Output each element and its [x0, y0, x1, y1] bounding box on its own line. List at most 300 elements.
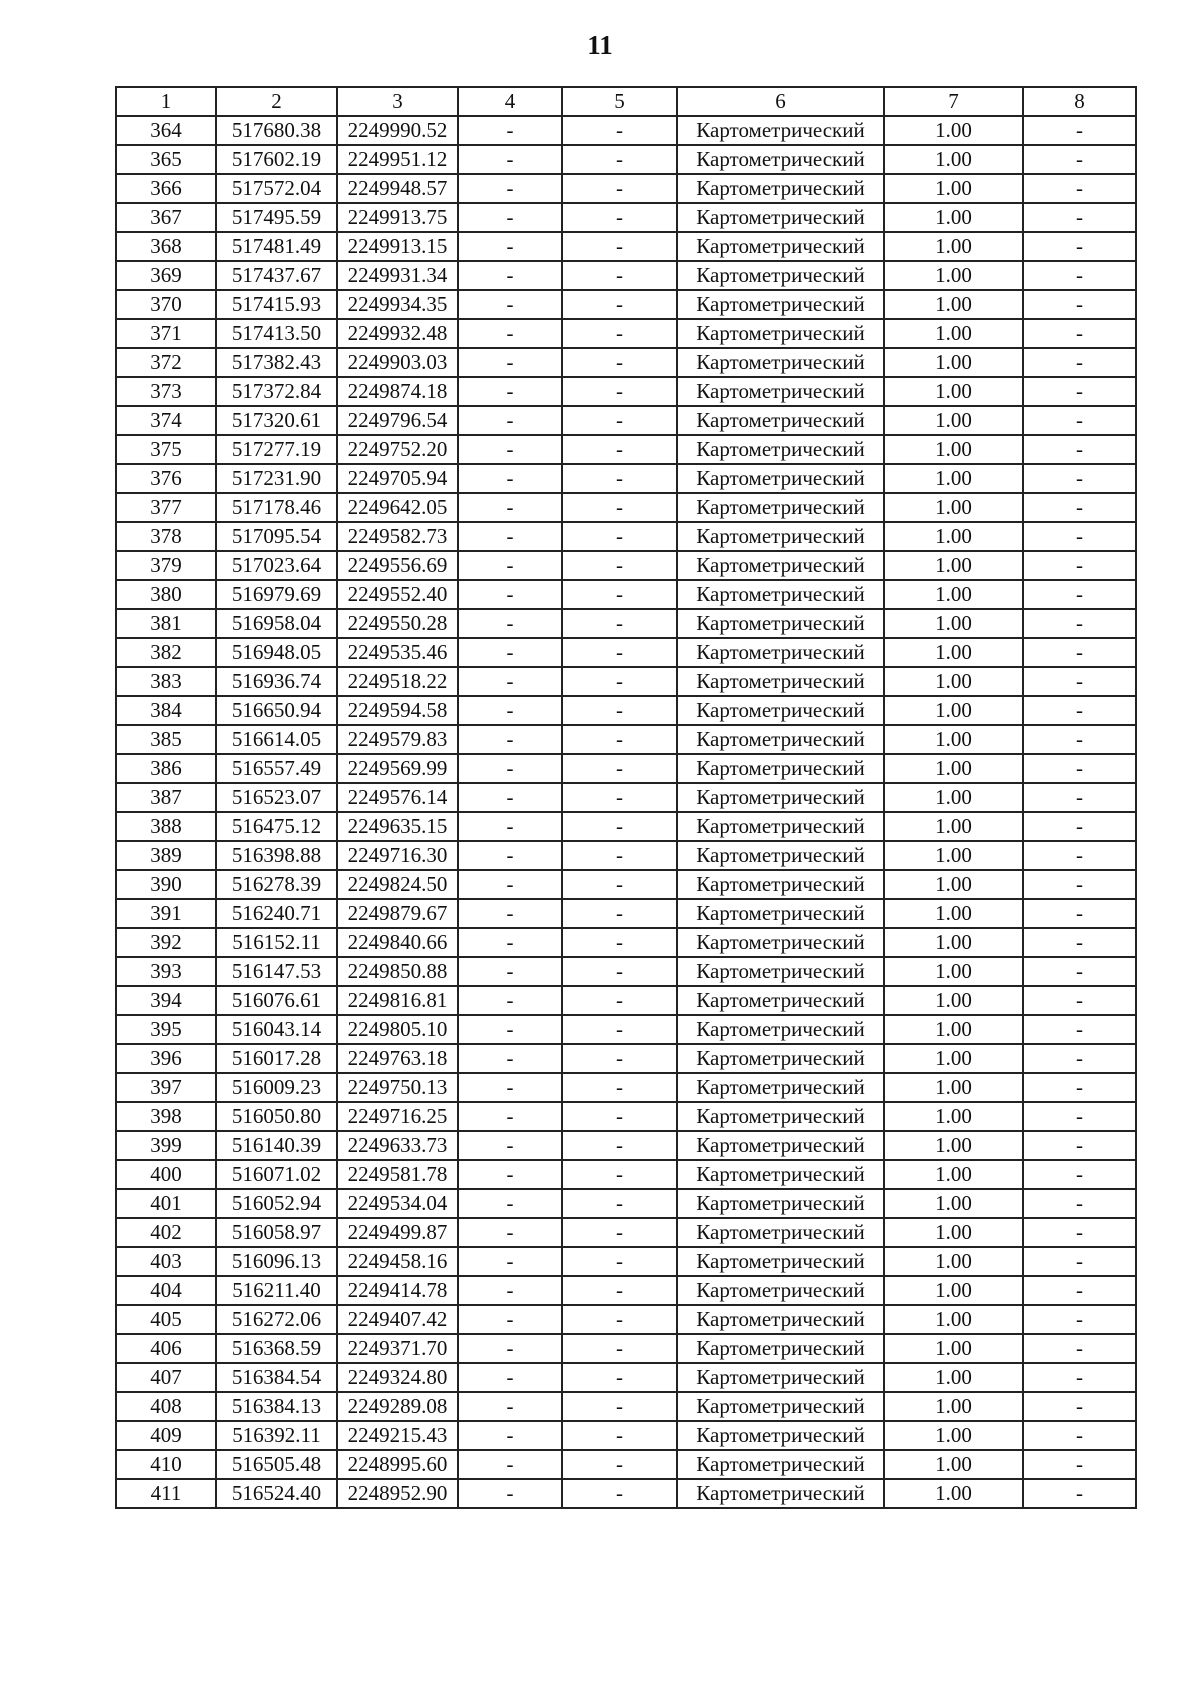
- col-4-value-cell: -: [458, 232, 562, 261]
- col-5-value-cell: -: [562, 1102, 677, 1131]
- method-cell: Картометрический: [677, 232, 884, 261]
- point-number-cell: 371: [116, 319, 216, 348]
- col-5-value-cell: -: [562, 145, 677, 174]
- point-number-cell: 375: [116, 435, 216, 464]
- method-cell: Картометрический: [677, 1450, 884, 1479]
- table-row: [116, 1479, 1136, 1508]
- point-number-cell: 405: [116, 1305, 216, 1334]
- accuracy-cell: 1.00: [884, 1479, 1023, 1508]
- point-number-cell: 387: [116, 783, 216, 812]
- col-5-value-cell: -: [562, 609, 677, 638]
- x-coordinate-cell: 517572.04: [216, 174, 337, 203]
- table-row: [116, 783, 1136, 812]
- accuracy-cell: 1.00: [884, 1015, 1023, 1044]
- col-5-value-cell: -: [562, 1392, 677, 1421]
- y-coordinate-cell: 2249414.78: [337, 1276, 458, 1305]
- col-8-value-cell: -: [1023, 464, 1136, 493]
- accuracy-cell: 1.00: [884, 551, 1023, 580]
- table-row: [116, 696, 1136, 725]
- method-cell: Картометрический: [677, 435, 884, 464]
- col-5-value-cell: -: [562, 1247, 677, 1276]
- y-coordinate-cell: 2249594.58: [337, 696, 458, 725]
- col-5-value-cell: -: [562, 1073, 677, 1102]
- x-coordinate-cell: 516009.23: [216, 1073, 337, 1102]
- method-cell: Картометрический: [677, 377, 884, 406]
- y-coordinate-cell: 2249534.04: [337, 1189, 458, 1218]
- accuracy-cell: 1.00: [884, 348, 1023, 377]
- table-row: [116, 1305, 1136, 1334]
- col-5-value-cell: -: [562, 1160, 677, 1189]
- col-8-value-cell: -: [1023, 580, 1136, 609]
- y-coordinate-cell: 2249642.05: [337, 493, 458, 522]
- method-cell: Картометрический: [677, 290, 884, 319]
- col-4-value-cell: -: [458, 783, 562, 812]
- accuracy-cell: 1.00: [884, 1044, 1023, 1073]
- accuracy-cell: 1.00: [884, 1305, 1023, 1334]
- point-number-cell: 381: [116, 609, 216, 638]
- col-8-value-cell: -: [1023, 870, 1136, 899]
- x-coordinate-cell: 517372.84: [216, 377, 337, 406]
- x-coordinate-cell: 516096.13: [216, 1247, 337, 1276]
- y-coordinate-cell: 2249705.94: [337, 464, 458, 493]
- col-5-value-cell: -: [562, 522, 677, 551]
- col-5-value-cell: -: [562, 812, 677, 841]
- accuracy-cell: 1.00: [884, 522, 1023, 551]
- col-8-value-cell: -: [1023, 957, 1136, 986]
- point-number-cell: 376: [116, 464, 216, 493]
- x-coordinate-cell: 517382.43: [216, 348, 337, 377]
- accuracy-cell: 1.00: [884, 754, 1023, 783]
- col-5-value-cell: -: [562, 348, 677, 377]
- table-row: [116, 377, 1136, 406]
- col-5-value-cell: -: [562, 1015, 677, 1044]
- col-8-value-cell: -: [1023, 551, 1136, 580]
- y-coordinate-cell: 2249582.73: [337, 522, 458, 551]
- table-row: [116, 841, 1136, 870]
- col-8-value-cell: -: [1023, 609, 1136, 638]
- accuracy-cell: 1.00: [884, 1131, 1023, 1160]
- col-8-value-cell: -: [1023, 116, 1136, 145]
- method-cell: Картометрический: [677, 406, 884, 435]
- col-4-value-cell: -: [458, 290, 562, 319]
- x-coordinate-cell: 516043.14: [216, 1015, 337, 1044]
- point-number-cell: 368: [116, 232, 216, 261]
- col-5-value-cell: -: [562, 841, 677, 870]
- accuracy-cell: 1.00: [884, 116, 1023, 145]
- y-coordinate-cell: 2249763.18: [337, 1044, 458, 1073]
- accuracy-cell: 1.00: [884, 1276, 1023, 1305]
- col-4-value-cell: -: [458, 1131, 562, 1160]
- col-4-value-cell: -: [458, 1073, 562, 1102]
- table-row: [116, 957, 1136, 986]
- accuracy-cell: 1.00: [884, 1160, 1023, 1189]
- y-coordinate-cell: 2249932.48: [337, 319, 458, 348]
- col-4-value-cell: -: [458, 1305, 562, 1334]
- method-cell: Картометрический: [677, 725, 884, 754]
- y-coordinate-cell: 2249576.14: [337, 783, 458, 812]
- x-coordinate-cell: 516523.07: [216, 783, 337, 812]
- y-coordinate-cell: 2249951.12: [337, 145, 458, 174]
- col-5-value-cell: -: [562, 1044, 677, 1073]
- col-8-value-cell: -: [1023, 1015, 1136, 1044]
- accuracy-cell: 1.00: [884, 667, 1023, 696]
- y-coordinate-cell: 2249716.30: [337, 841, 458, 870]
- accuracy-cell: 1.00: [884, 203, 1023, 232]
- accuracy-cell: 1.00: [884, 986, 1023, 1015]
- x-coordinate-cell: 516050.80: [216, 1102, 337, 1131]
- method-cell: Картометрический: [677, 1189, 884, 1218]
- accuracy-cell: 1.00: [884, 145, 1023, 174]
- column-header-5: 5: [562, 87, 677, 116]
- y-coordinate-cell: 2249407.42: [337, 1305, 458, 1334]
- x-coordinate-cell: 516475.12: [216, 812, 337, 841]
- x-coordinate-cell: 516979.69: [216, 580, 337, 609]
- x-coordinate-cell: 516398.88: [216, 841, 337, 870]
- method-cell: Картометрический: [677, 754, 884, 783]
- point-number-cell: 397: [116, 1073, 216, 1102]
- column-header-1: 1: [116, 87, 216, 116]
- col-4-value-cell: -: [458, 551, 562, 580]
- col-4-value-cell: -: [458, 696, 562, 725]
- accuracy-cell: 1.00: [884, 870, 1023, 899]
- table-row: [116, 667, 1136, 696]
- col-5-value-cell: -: [562, 957, 677, 986]
- table-row: [116, 580, 1136, 609]
- col-4-value-cell: -: [458, 1479, 562, 1508]
- x-coordinate-cell: 517481.49: [216, 232, 337, 261]
- col-8-value-cell: -: [1023, 1102, 1136, 1131]
- x-coordinate-cell: 516384.13: [216, 1392, 337, 1421]
- accuracy-cell: 1.00: [884, 406, 1023, 435]
- table-row: [116, 1189, 1136, 1218]
- col-5-value-cell: -: [562, 290, 677, 319]
- y-coordinate-cell: 2249874.18: [337, 377, 458, 406]
- x-coordinate-cell: 516958.04: [216, 609, 337, 638]
- col-8-value-cell: -: [1023, 1276, 1136, 1305]
- x-coordinate-cell: 516017.28: [216, 1044, 337, 1073]
- point-number-cell: 367: [116, 203, 216, 232]
- col-8-value-cell: -: [1023, 377, 1136, 406]
- accuracy-cell: 1.00: [884, 580, 1023, 609]
- col-8-value-cell: -: [1023, 1160, 1136, 1189]
- col-5-value-cell: -: [562, 116, 677, 145]
- point-number-cell: 379: [116, 551, 216, 580]
- col-8-value-cell: -: [1023, 1305, 1136, 1334]
- table-row: [116, 319, 1136, 348]
- col-5-value-cell: -: [562, 696, 677, 725]
- point-number-cell: 396: [116, 1044, 216, 1073]
- table-row: [116, 1334, 1136, 1363]
- col-4-value-cell: -: [458, 725, 562, 754]
- col-8-value-cell: -: [1023, 1334, 1136, 1363]
- table-row: [116, 145, 1136, 174]
- y-coordinate-cell: 2249913.75: [337, 203, 458, 232]
- table-header-row: [116, 87, 1136, 116]
- col-4-value-cell: -: [458, 986, 562, 1015]
- accuracy-cell: 1.00: [884, 957, 1023, 986]
- col-4-value-cell: -: [458, 609, 562, 638]
- col-5-value-cell: -: [562, 899, 677, 928]
- point-number-cell: 395: [116, 1015, 216, 1044]
- accuracy-cell: 1.00: [884, 638, 1023, 667]
- x-coordinate-cell: 517413.50: [216, 319, 337, 348]
- point-number-cell: 377: [116, 493, 216, 522]
- y-coordinate-cell: 2249635.15: [337, 812, 458, 841]
- col-4-value-cell: -: [458, 870, 562, 899]
- col-8-value-cell: -: [1023, 986, 1136, 1015]
- table-row: [116, 348, 1136, 377]
- col-4-value-cell: -: [458, 1392, 562, 1421]
- col-4-value-cell: -: [458, 580, 562, 609]
- table-row: [116, 551, 1136, 580]
- col-5-value-cell: -: [562, 464, 677, 493]
- col-8-value-cell: -: [1023, 928, 1136, 957]
- accuracy-cell: 1.00: [884, 1247, 1023, 1276]
- y-coordinate-cell: 2249289.08: [337, 1392, 458, 1421]
- y-coordinate-cell: 2249215.43: [337, 1421, 458, 1450]
- accuracy-cell: 1.00: [884, 725, 1023, 754]
- y-coordinate-cell: 2249840.66: [337, 928, 458, 957]
- point-number-cell: 388: [116, 812, 216, 841]
- y-coordinate-cell: 2249934.35: [337, 290, 458, 319]
- col-4-value-cell: -: [458, 754, 562, 783]
- col-4-value-cell: -: [458, 522, 562, 551]
- accuracy-cell: 1.00: [884, 1421, 1023, 1450]
- col-5-value-cell: -: [562, 319, 677, 348]
- x-coordinate-cell: 517277.19: [216, 435, 337, 464]
- accuracy-cell: 1.00: [884, 319, 1023, 348]
- x-coordinate-cell: 516936.74: [216, 667, 337, 696]
- col-8-value-cell: -: [1023, 841, 1136, 870]
- col-4-value-cell: -: [458, 203, 562, 232]
- table-row: [116, 1450, 1136, 1479]
- col-8-value-cell: -: [1023, 812, 1136, 841]
- col-4-value-cell: -: [458, 116, 562, 145]
- table-body: [116, 116, 1136, 1508]
- x-coordinate-cell: 517415.93: [216, 290, 337, 319]
- table-row: [116, 464, 1136, 493]
- table-row: [116, 174, 1136, 203]
- y-coordinate-cell: 2249579.83: [337, 725, 458, 754]
- x-coordinate-cell: 516384.54: [216, 1363, 337, 1392]
- col-5-value-cell: -: [562, 1479, 677, 1508]
- point-number-cell: 373: [116, 377, 216, 406]
- y-coordinate-cell: 2249550.28: [337, 609, 458, 638]
- point-number-cell: 399: [116, 1131, 216, 1160]
- col-5-value-cell: -: [562, 406, 677, 435]
- method-cell: Картометрический: [677, 812, 884, 841]
- y-coordinate-cell: 2249805.10: [337, 1015, 458, 1044]
- y-coordinate-cell: 2249948.57: [337, 174, 458, 203]
- x-coordinate-cell: 517320.61: [216, 406, 337, 435]
- col-5-value-cell: -: [562, 928, 677, 957]
- col-8-value-cell: -: [1023, 1218, 1136, 1247]
- col-8-value-cell: -: [1023, 1189, 1136, 1218]
- point-number-cell: 408: [116, 1392, 216, 1421]
- accuracy-cell: 1.00: [884, 1189, 1023, 1218]
- y-coordinate-cell: 2249816.81: [337, 986, 458, 1015]
- col-8-value-cell: -: [1023, 145, 1136, 174]
- method-cell: Картометрический: [677, 783, 884, 812]
- col-4-value-cell: -: [458, 1015, 562, 1044]
- y-coordinate-cell: 2249931.34: [337, 261, 458, 290]
- accuracy-cell: 1.00: [884, 609, 1023, 638]
- col-4-value-cell: -: [458, 899, 562, 928]
- point-number-cell: 402: [116, 1218, 216, 1247]
- col-8-value-cell: -: [1023, 1479, 1136, 1508]
- method-cell: Картометрический: [677, 638, 884, 667]
- method-cell: Картометрический: [677, 551, 884, 580]
- table-row: [116, 1073, 1136, 1102]
- y-coordinate-cell: 2249850.88: [337, 957, 458, 986]
- col-4-value-cell: -: [458, 812, 562, 841]
- point-number-cell: 364: [116, 116, 216, 145]
- table-row: [116, 1247, 1136, 1276]
- col-8-value-cell: -: [1023, 1392, 1136, 1421]
- point-number-cell: 389: [116, 841, 216, 870]
- col-8-value-cell: -: [1023, 174, 1136, 203]
- method-cell: Картометрический: [677, 1160, 884, 1189]
- accuracy-cell: 1.00: [884, 783, 1023, 812]
- point-number-cell: 393: [116, 957, 216, 986]
- table-row: [116, 203, 1136, 232]
- col-8-value-cell: -: [1023, 754, 1136, 783]
- x-coordinate-cell: 517095.54: [216, 522, 337, 551]
- col-4-value-cell: -: [458, 145, 562, 174]
- point-number-cell: 386: [116, 754, 216, 783]
- col-5-value-cell: -: [562, 580, 677, 609]
- col-8-value-cell: -: [1023, 1421, 1136, 1450]
- point-number-cell: 366: [116, 174, 216, 203]
- y-coordinate-cell: 2249518.22: [337, 667, 458, 696]
- table-row: [116, 899, 1136, 928]
- y-coordinate-cell: 2249569.99: [337, 754, 458, 783]
- col-4-value-cell: -: [458, 841, 562, 870]
- method-cell: Картометрический: [677, 986, 884, 1015]
- accuracy-cell: 1.00: [884, 1218, 1023, 1247]
- col-8-value-cell: -: [1023, 348, 1136, 377]
- x-coordinate-cell: 516392.11: [216, 1421, 337, 1450]
- col-8-value-cell: -: [1023, 696, 1136, 725]
- method-cell: Картометрический: [677, 1218, 884, 1247]
- accuracy-cell: 1.00: [884, 1334, 1023, 1363]
- page-number: 11: [587, 30, 613, 60]
- accuracy-cell: 1.00: [884, 696, 1023, 725]
- method-cell: Картометрический: [677, 522, 884, 551]
- method-cell: Картометрический: [677, 1392, 884, 1421]
- col-5-value-cell: -: [562, 203, 677, 232]
- point-number-cell: 369: [116, 261, 216, 290]
- accuracy-cell: 1.00: [884, 377, 1023, 406]
- column-header-7: 7: [884, 87, 1023, 116]
- y-coordinate-cell: 2249752.20: [337, 435, 458, 464]
- col-5-value-cell: -: [562, 493, 677, 522]
- col-8-value-cell: -: [1023, 319, 1136, 348]
- col-4-value-cell: -: [458, 928, 562, 957]
- table-row: [116, 1160, 1136, 1189]
- col-4-value-cell: -: [458, 261, 562, 290]
- table-row: [116, 1131, 1136, 1160]
- y-coordinate-cell: 2249535.46: [337, 638, 458, 667]
- col-5-value-cell: -: [562, 232, 677, 261]
- table-row: [116, 1276, 1136, 1305]
- method-cell: Картометрический: [677, 1044, 884, 1073]
- y-coordinate-cell: 2249556.69: [337, 551, 458, 580]
- col-8-value-cell: -: [1023, 899, 1136, 928]
- point-number-cell: 365: [116, 145, 216, 174]
- col-5-value-cell: -: [562, 261, 677, 290]
- method-cell: Картометрический: [677, 1305, 884, 1334]
- x-coordinate-cell: 517437.67: [216, 261, 337, 290]
- x-coordinate-cell: 516557.49: [216, 754, 337, 783]
- col-8-value-cell: -: [1023, 435, 1136, 464]
- accuracy-cell: 1.00: [884, 1073, 1023, 1102]
- col-4-value-cell: -: [458, 1102, 562, 1131]
- method-cell: Картометрический: [677, 145, 884, 174]
- col-5-value-cell: -: [562, 1218, 677, 1247]
- y-coordinate-cell: 2249499.87: [337, 1218, 458, 1247]
- method-cell: Картометрический: [677, 261, 884, 290]
- point-number-cell: 400: [116, 1160, 216, 1189]
- point-number-cell: 380: [116, 580, 216, 609]
- col-8-value-cell: -: [1023, 203, 1136, 232]
- point-number-cell: 409: [116, 1421, 216, 1450]
- method-cell: Картометрический: [677, 203, 884, 232]
- col-4-value-cell: -: [458, 435, 562, 464]
- method-cell: Картометрический: [677, 1363, 884, 1392]
- x-coordinate-cell: 516272.06: [216, 1305, 337, 1334]
- point-number-cell: 407: [116, 1363, 216, 1392]
- y-coordinate-cell: 2249371.70: [337, 1334, 458, 1363]
- point-number-cell: 372: [116, 348, 216, 377]
- y-coordinate-cell: 2249903.03: [337, 348, 458, 377]
- col-5-value-cell: -: [562, 725, 677, 754]
- point-number-cell: 406: [116, 1334, 216, 1363]
- point-number-cell: 374: [116, 406, 216, 435]
- table-row: [116, 870, 1136, 899]
- x-coordinate-cell: 517178.46: [216, 493, 337, 522]
- x-coordinate-cell: 516614.05: [216, 725, 337, 754]
- column-header-3: 3: [337, 87, 458, 116]
- col-8-value-cell: -: [1023, 290, 1136, 319]
- method-cell: Картометрический: [677, 1131, 884, 1160]
- y-coordinate-cell: 2249879.67: [337, 899, 458, 928]
- accuracy-cell: 1.00: [884, 1450, 1023, 1479]
- table-row: [116, 1015, 1136, 1044]
- table-row: [116, 754, 1136, 783]
- col-5-value-cell: -: [562, 435, 677, 464]
- y-coordinate-cell: 2249750.13: [337, 1073, 458, 1102]
- point-number-cell: 398: [116, 1102, 216, 1131]
- y-coordinate-cell: 2249633.73: [337, 1131, 458, 1160]
- method-cell: Картометрический: [677, 493, 884, 522]
- x-coordinate-cell: 516147.53: [216, 957, 337, 986]
- accuracy-cell: 1.00: [884, 232, 1023, 261]
- point-number-cell: 392: [116, 928, 216, 957]
- col-5-value-cell: -: [562, 1450, 677, 1479]
- col-8-value-cell: -: [1023, 783, 1136, 812]
- method-cell: Картометрический: [677, 841, 884, 870]
- y-coordinate-cell: 2249552.40: [337, 580, 458, 609]
- accuracy-cell: 1.00: [884, 1102, 1023, 1131]
- x-coordinate-cell: 517495.59: [216, 203, 337, 232]
- table-row: [116, 1363, 1136, 1392]
- table-row: [116, 1044, 1136, 1073]
- accuracy-cell: 1.00: [884, 435, 1023, 464]
- x-coordinate-cell: 516071.02: [216, 1160, 337, 1189]
- col-4-value-cell: -: [458, 957, 562, 986]
- x-coordinate-cell: 516650.94: [216, 696, 337, 725]
